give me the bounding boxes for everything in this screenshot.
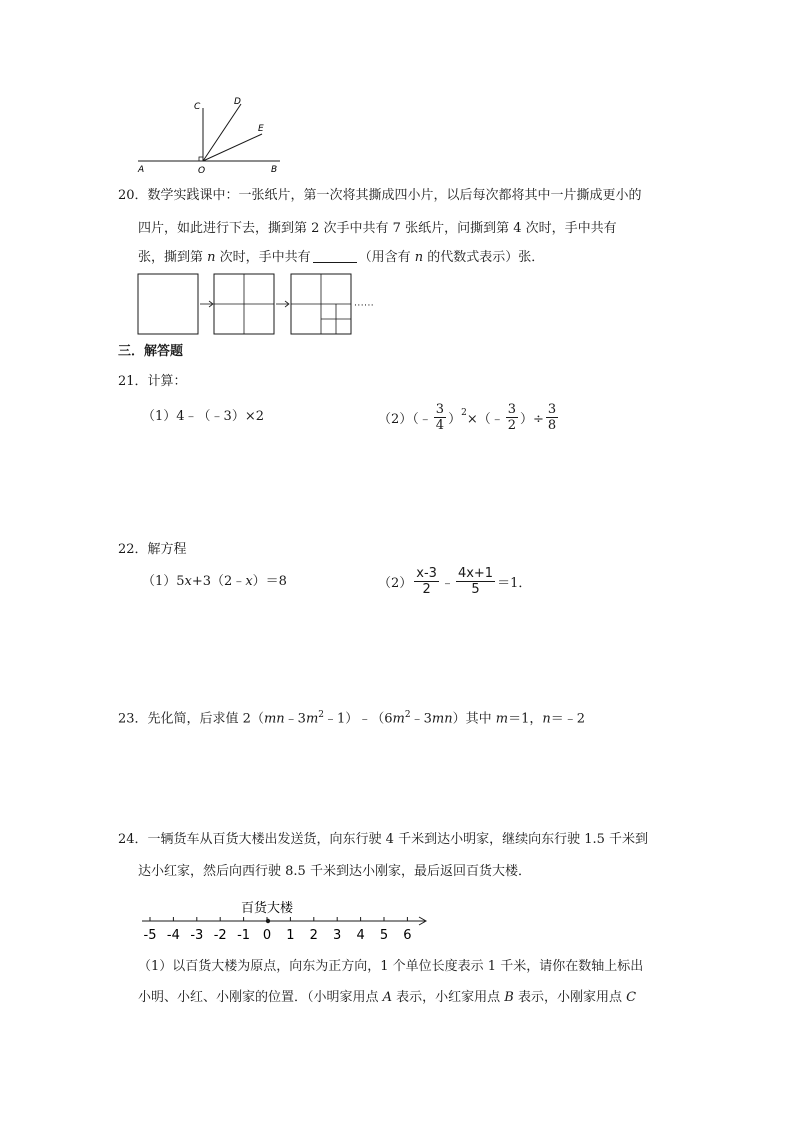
tick-label: 4 — [356, 928, 365, 943]
q22-part1-b: +3（2﹣ — [191, 574, 246, 589]
q22-part2-suffix: ＝1． — [497, 576, 532, 591]
q24-number: 24． — [118, 832, 148, 847]
var-mn: mn — [263, 711, 285, 727]
fraction-numerator: 3 — [435, 402, 445, 417]
q23-text-e: ）其中 — [452, 711, 496, 727]
fraction-numerator: 4x+1 — [457, 566, 494, 581]
var-m: m — [305, 711, 319, 727]
q21-part2-prefix: （2）（﹣ — [378, 412, 432, 427]
tick-label: 5 — [379, 928, 389, 943]
q20-line1: 数学实践课中：一张纸片，第一次将其撕成四小片，以后每次都将其中一片撕成更小的 — [147, 188, 642, 203]
fraction-x-minus-3-over-2 — [414, 566, 439, 597]
number-line — [136, 896, 436, 944]
q21-title: 计算： — [147, 374, 187, 389]
var-n: n — [542, 711, 551, 727]
var-n: n — [207, 250, 216, 265]
q20-line3a: 张，撕到第 — [138, 250, 208, 265]
fraction-denominator: 2 — [422, 582, 431, 597]
q23-text-b: ﹣3 — [284, 711, 306, 727]
q24-line2: 达小红家，然后向西行驶 8.5 千米到达小刚家，最后返回百货大楼． — [138, 864, 531, 879]
right-angle-mark — [199, 157, 203, 161]
q22-part1-c: ）＝8 — [252, 574, 287, 589]
var-n: n — [414, 250, 424, 265]
q21-part2-divide: ）÷ — [520, 412, 544, 427]
answer-blank — [313, 248, 357, 263]
q22-part2 — [378, 566, 531, 597]
fraction-denominator: 2 — [507, 418, 516, 433]
q21-part2-paren: ） — [448, 412, 462, 427]
fraction-4x-plus-1-over-5 — [456, 566, 495, 597]
fraction-numerator: 3 — [507, 402, 516, 417]
fraction-3-4 — [434, 402, 446, 433]
q24-sub1-line1: （1）以百货大楼为原点，向东为正方向，1 个单位长度表示 1 千米，请你在数轴上标出 — [138, 959, 644, 974]
q23-text-c: ﹣1）﹣（6 — [324, 711, 393, 727]
q24-sub1-line2 — [138, 988, 636, 1008]
point-c-label: C — [626, 990, 637, 1005]
q20-line3b: 次时，手中共有 — [215, 250, 311, 265]
q20-number: 20． — [118, 188, 148, 203]
angle-figure — [130, 92, 290, 176]
tick-label: 2 — [309, 928, 318, 943]
q20-line3d: 的代数式表示）张． — [423, 250, 545, 265]
tick-label: -1 — [237, 928, 251, 943]
tick-label: 1 — [286, 928, 295, 943]
q24-sub1-text-b: 表示，小红家用点 — [392, 990, 505, 1005]
q21-part2 — [378, 402, 560, 433]
var-mn: mn — [431, 711, 453, 727]
q22-title: 解方程 — [147, 542, 187, 557]
origin-dot — [266, 919, 270, 923]
q21-part1: （1）4﹣（﹣3）×2 — [142, 409, 264, 424]
q20-line2: 四片，如此进行下去，撕到第 2 次手中共有 7 张纸片，问撕到第 4 次时，手中共有 — [138, 221, 617, 236]
tick-label: -3 — [190, 928, 204, 943]
var-m: m — [392, 711, 405, 727]
fraction-denominator: 5 — [471, 582, 480, 597]
q24-line1: 一辆货车从百货大楼出发送货，向东行驶 4 千米到达小明家，继续向东行驶 1.5 千米到 — [147, 832, 649, 847]
fraction-numerator: x-3 — [416, 566, 437, 581]
q23-text-d: ﹣3 — [410, 711, 432, 727]
minus-sign: ﹣ — [440, 576, 454, 591]
label-e: E — [258, 124, 264, 134]
tick-label: 3 — [333, 928, 342, 943]
q21-part2-times: ×（﹣ — [466, 412, 504, 427]
section-title: 三．解答题 — [118, 344, 184, 359]
q23-number: 23． — [118, 711, 148, 727]
tick-label: -4 — [166, 928, 180, 943]
exponent: 2 — [461, 407, 467, 418]
label-c: C — [194, 102, 201, 112]
fraction-numerator: 3 — [547, 402, 557, 417]
number-line-origin-label: 百货大楼 — [240, 901, 294, 916]
fraction-3-2 — [506, 402, 518, 433]
fraction-denominator: 8 — [547, 418, 557, 433]
exponent: 2 — [318, 710, 324, 720]
q21-number: 21． — [118, 374, 148, 389]
var-m: m — [495, 711, 509, 727]
q22-part1 — [142, 572, 287, 592]
label-b: B — [271, 165, 278, 175]
fraction-denominator: 4 — [435, 418, 445, 433]
var-x: x — [245, 574, 253, 589]
fraction-3-8 — [546, 402, 558, 433]
continuation-dots: ······ — [354, 301, 375, 311]
point-b-label: B — [504, 990, 514, 1005]
q23-text-a: 先化简，后求值 2（ — [147, 711, 264, 727]
question-23 — [118, 705, 585, 729]
q22-part1-a: （1）5 — [142, 574, 185, 589]
q22-part2-prefix: （2） — [378, 576, 413, 591]
point-a-label: A — [382, 990, 393, 1005]
label-o: O — [198, 166, 206, 176]
tick-label: 6 — [403, 928, 412, 943]
q23-text-f: ＝1， — [508, 711, 543, 727]
paper-square-1 — [138, 274, 198, 334]
q24-sub1-text-c: 表示，小刚家用点 — [513, 990, 627, 1005]
tick-label: 0 — [262, 928, 272, 943]
label-d: D — [234, 97, 241, 107]
q20-line3c: （用含有 — [358, 250, 415, 265]
exponent: 2 — [404, 710, 411, 720]
tick-label: -5 — [143, 928, 157, 943]
q23-text-g: ＝﹣2 — [550, 711, 585, 727]
label-a: A — [138, 165, 145, 175]
var-x: x — [184, 574, 192, 589]
tick-label: -2 — [213, 928, 227, 943]
paper-tearing-figure — [136, 272, 386, 336]
q22-number: 22． — [118, 542, 148, 557]
q24-sub1-text-a: 小明、小红、小刚家的位置．（小明家用点 — [138, 990, 383, 1005]
